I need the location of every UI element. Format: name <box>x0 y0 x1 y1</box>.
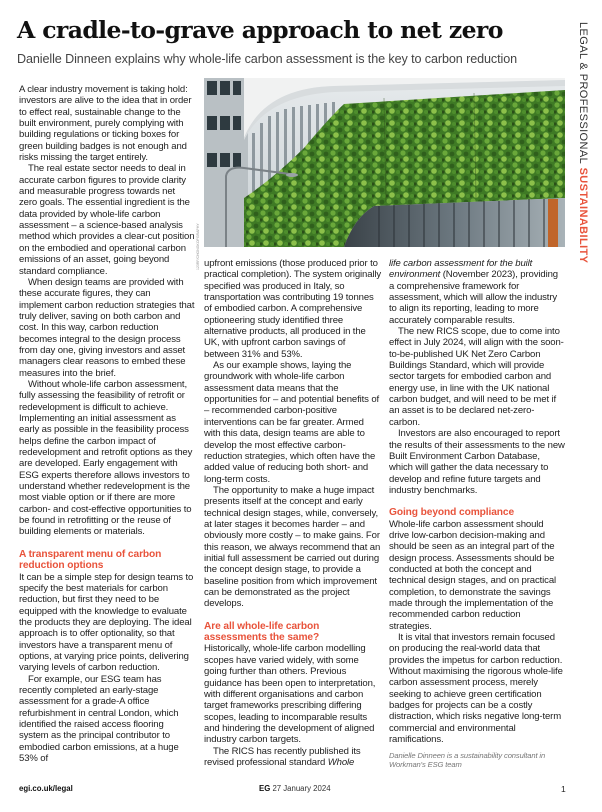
subheading-transparent-menu: A transparent menu of carbon reduction options <box>19 548 162 572</box>
paragraph-text: The RICS has recently published its revised professional standard <box>204 745 361 768</box>
footer-issue <box>259 784 331 793</box>
paragraph: The real estate sector needs to deal in accurate carbon figures to provide clarity and measurable progress towards net zero goals. The essential ingredient is the data provided by whole-life carbon assessment – a science-based analysis method which provides a clear-cut position on the embodied and operational carbon emissions of an asset, going beyond standard compliance. <box>19 163 195 277</box>
footer-url-link[interactable]: egi.co.uk/legal <box>19 784 73 793</box>
publication-name: EG <box>259 784 271 793</box>
column-2 <box>204 258 382 768</box>
paragraph: It is vital that investors remain focused on producing the real-world data that provides the impetus for carbon reduction. Without maximising the rigorous whole-life carbon assessment process, merely seeking to achieve green certification badges for projects can be a costly distraction, which risks negative long-term commercial and environmental ramifications. <box>389 632 563 746</box>
article-standfirst: Danielle Dinneen explains why whole-life carbon assessment is the key to carbon reduction <box>17 52 518 66</box>
page-number: 1 <box>561 784 566 794</box>
article-headline: A cradle-to-grave approach to net zero <box>17 16 503 44</box>
article-photo <box>204 78 565 247</box>
category-label: LEGAL & PROFESSIONAL <box>577 22 589 165</box>
paragraph: The new RICS scope, due to come into effect in July 2024, will align with the soon-to-be-published UK Net Zero Carbon Buildings Standard, which will provide sector targets for embodied carbon and energy use, in line with the UK national carbon budget, and will need to be met if an asset is to be declared net-zero-carbon. <box>389 326 564 428</box>
issue-date: 27 January 2024 <box>272 784 331 793</box>
paragraph: The opportunity to make a huge impact presents itself at the concept and early technical design stages, while, conversely, at later stages it becomes harder – and obviously more costly – to make gains. For this reason, we always recommend that an initial full assessment be carried out during the concept design stage, to provide a baseline position from which improvement can be demonstrated as the project develops. <box>204 484 381 610</box>
author-bio: Danielle Dinneen is a sustainability consultant in Workman's ESG team <box>389 750 546 769</box>
column-1 <box>19 84 195 764</box>
paragraph: A clear industry movement is taking hold: investors are alive to the idea that in order to effect real, sustainable change to the built environment, purely complying with building regulations or ticking boxes for green building badges is not enough and risks missing the target entirely. <box>19 84 192 164</box>
paragraph: For example, our ESG team has recently completed an early-stage assessment for a grade-A office refurbishment in central London, which identified the raised access flooring system as the principal contributor to embodied carbon emissions, at a huge 53% of <box>19 673 179 765</box>
subheading-assessments-same: Are all whole-life carbon assessments the same? <box>204 620 320 644</box>
standard-title-italic: life carbon assessment for the built environment <box>389 258 533 281</box>
paragraph: Whole-life carbon assessment should drive low-carbon decision-making and should be seen as an integral part of the design process. Assessments should be conducted at both the concept and technical design stages, and on practical completion, to demonstrate the savings made through the implementation of the recommended carbon reduction strategies. <box>389 518 557 632</box>
paragraph: Without whole-life carbon assessment, fully assessing the feasibility of retrofit or redevelopment is difficult to achieve. Implementing an initial assessment as early as possible in the feasibility process helps define the carbon impact of redevelopment and retrofit options as they are developed. Early engagement with ESG experts therefore allows investors to understand whether redevelopment is the most viable option or if there are more carbon- and cost-effective opportunities to be found in retrofitting or the reuse of building elements or materials. <box>19 378 193 538</box>
subheading-beyond-compliance: Going beyond compliance <box>389 507 515 519</box>
column-3 <box>389 258 565 769</box>
section-name: SUSTAINABILITY <box>577 167 589 264</box>
paragraph <box>204 746 382 769</box>
paragraph <box>389 258 565 326</box>
section-label <box>577 22 589 263</box>
paragraph: As our example shows, laying the groundwork with whole-life carbon assessment data means that the opportunities for – and potential benefits of – recommended carbon-positive interventions can be far greater. Armed with this data, design teams are able to develop the most effective carbon-reduction strategies, which often have the added value of reducing both short- and long-term costs. <box>204 360 380 485</box>
paragraph: It can be a simple step for design teams to specify the best materials for carbon reduction, but first they need to be equipped with the knowledge to evaluate the products they are deploying. The ideal approach is to offer optionality, so that investors have a transparent menu of options, at varying price points, delivering varying levels of carbon reduction. <box>19 571 194 674</box>
living-wall-illustration <box>204 78 565 247</box>
paragraph: Investors are also encouraged to report the results of their assessments to the new Built Environment Carbon Database, which will gather the data necessary to develop and refine future targets and industry benchmarks. <box>389 428 565 496</box>
paragraph-text: (November 2023), providing a comprehensive framework for assessment, which will allow the industry to align its reporting, leading to more accurately comparable results. <box>389 269 558 326</box>
standard-title-italic: Whole <box>327 756 355 768</box>
paragraph: upfront emissions (those produced prior to practical completion). The system originally specified was produced in Italy, so transportation was contributing 19 tonnes of embodied carbon. A comprehensive optioneering study identified three alternative products, all produced in the UK, with upfront carbon savings of between 31% and 53%. <box>204 258 382 360</box>
paragraph: Historically, whole-life carbon modelling scopes have varied widely, with some going further than others. Previous guidance has been open to interpretation, with different organisations and carbon target frameworks prescribing differing scopes, leading to incomparable results and hindering the development of aligned industry carbon targets. <box>204 643 376 746</box>
photo-credit: 123RF/CHONGKOPGRAPHY <box>196 223 200 270</box>
paragraph: When design teams are provided with these accurate figures, they can implement carbon reduction strategies that truly deliver, saving on both carbon and cost. In this way, carbon reduction becomes integral to the design process from day one, giving investors and asset managers clear reasons to embed these measures into the brief. <box>19 276 195 379</box>
